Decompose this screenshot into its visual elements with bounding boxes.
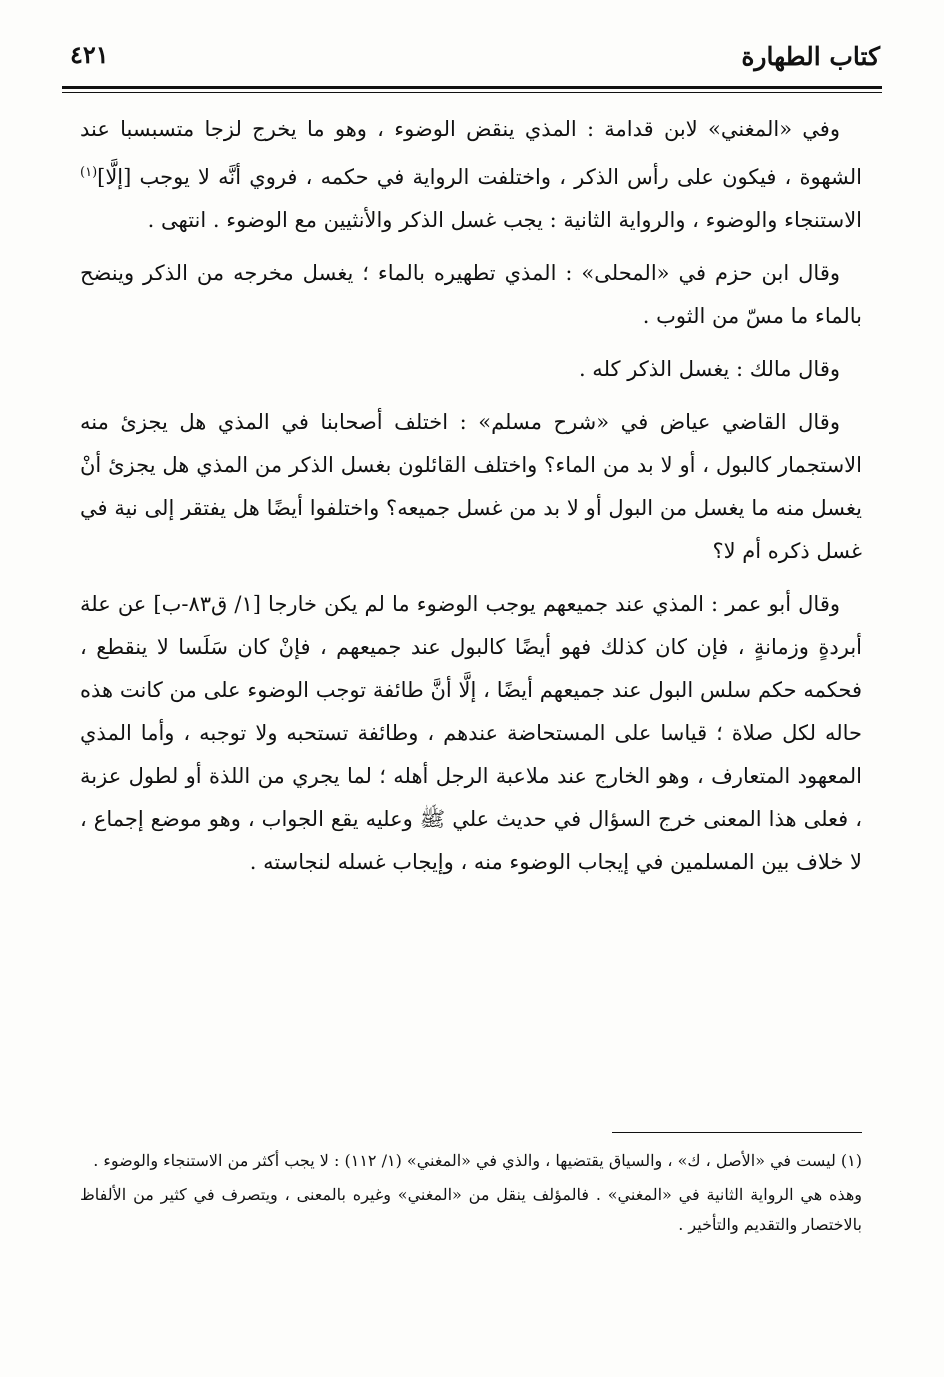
paragraph-qadi-iyad: وقال القاضي عياض في «شرح مسلم» : اختلف أصحابنا في المذي هل يجزئ منه الاستجمار كالبول ، أو لا بد من الماء؟ واختلف القائلون بغسل الذكر من المذي هل يجزئ أنْ يغسل منه ما يغسل من البول أو لا بد من غسل جميعه؟ واختلفوا أيضًا هل يفتقر إلى نية في غسل ذكره أم لا؟ (80, 410, 862, 563)
footnote-marker: (١) (80, 165, 98, 180)
footnote-1: (١) ليست في «الأصل ، ك» ، والسياق يقتضيها ، والذي في «المغني» (١/ ١١٢) : لا يجب أكثر من الاستنجاء والوضوء . (93, 1151, 862, 1170)
page-header (62, 34, 882, 86)
header-rule-thin (62, 92, 882, 93)
footnote-1-continued: وهذه هي الرواية الثانية في «المغني» . فالمؤلف ينقل من «المغني» وغيره بالمعنى ، ويتصرف في كثير من الألفاظ بالاختصار والتقديم والتأخير . (80, 1185, 862, 1234)
main-text (80, 108, 862, 894)
paragraph-mughni-rest: الاستنجاء والوضوء ، والرواية الثانية : يجب غسل الذكر والأنثيين مع الوضوء . انتهى . (147, 208, 862, 232)
header-rule-thick (62, 86, 882, 89)
paragraph-ibn-hazm: وقال ابن حزم في «المحلى» : المذي تطهيره بالماء ؛ يغسل مخرجه من الذكر وينضح بالماء ما مسّ من الثوب . (80, 261, 862, 328)
paragraph-abu-umar: وقال أبو عمر : المذي عند جميعهم يوجب الوضوء ما لم يكن خارجا [١/ ق٨٣-ب] عن علة أبردةٍ وزمانةٍ ، فإن كان كذلك فهو أيضًا كالبول عند جميعهم ، فإنْ كان سَلَسا لا ينقطع ، فحكمه حكم سلس البول عند جميعهم أيضًا ، إلَّا أنَّ طائفة توجب الوضوء على من كانت هذه حاله لكل صلاة ؛ قياسا على المستحاضة عندهم ، وطائفة تستحبه ولا توجبه ، وأما المذي المعهود المتعارف ، وهو الخارج عند ملاعبة الرجل أهله ؛ لما يجري من اللذة أو لطول عزبة ، فعلى هذا المعنى خرج السؤال في حديث علي ﷺ وعليه يقع الجواب ، وهو موضع إجماع ، لا خلاف بين المسلمين في إيجاب الوضوء منه ، وإيجاب غسله لنجاسته . (80, 592, 862, 874)
paragraph-mughni-text: وفي «المغني» لابن قدامة : المذي ينقض الوضوء ، وهو ما يخرج لزجا متسبسبا عند الشهوة ، فيكون على رأس الذكر ، واختلفت الرواية في حكمه ، فروي أنَّه لا يوجب [إلَّا] (80, 117, 862, 189)
page-number: ٤٢١ (70, 40, 109, 69)
footnotes (80, 1146, 862, 1244)
paragraph-mughni (80, 108, 862, 242)
chapter-title: كتاب الطهارة (741, 42, 880, 71)
footnote-separator (612, 1132, 862, 1133)
paragraph-malik: وقال مالك : يغسل الذكر كله . (578, 357, 840, 381)
